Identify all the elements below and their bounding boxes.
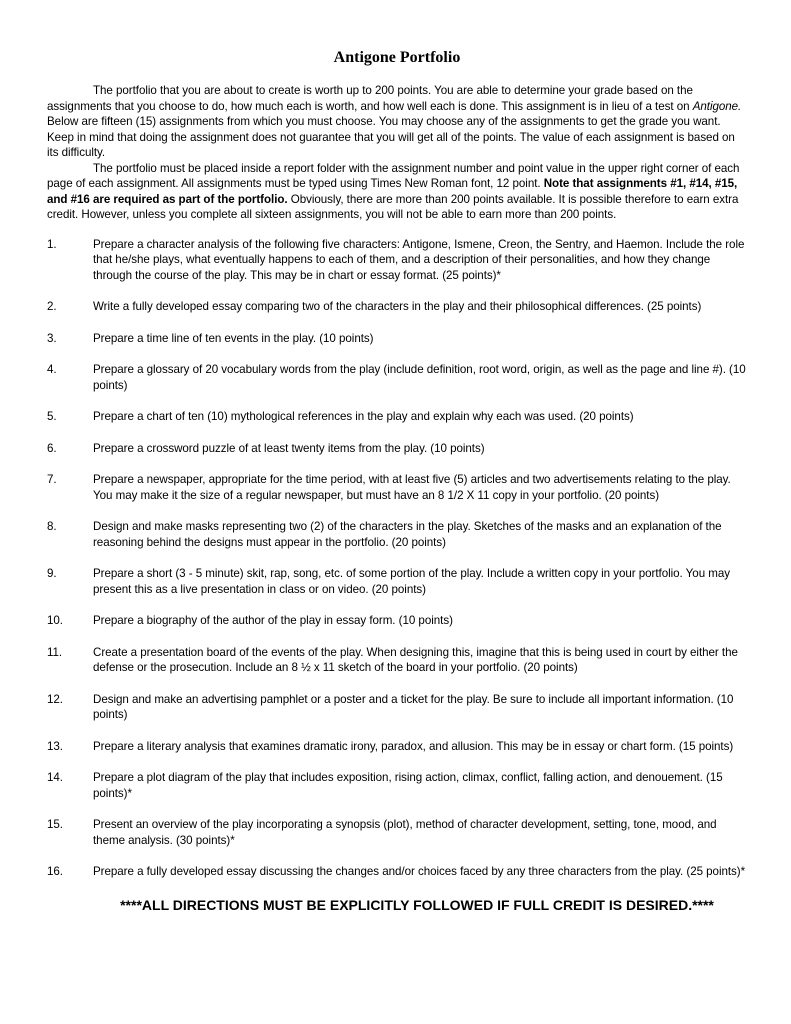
assignment-text: Prepare a plot diagram of the play that includes exposition, rising action, climax, conflict, falling action, and denouement. (15 points)* <box>93 771 723 800</box>
assignment-text: Design and make an advertising pamphlet or a poster and a ticket for the play. Be sure to include all important information. (10 points) <box>93 692 734 721</box>
assignment-text: Prepare a chart of ten (10) mythological references in the play and explain why each was used. (20 points) <box>93 410 634 423</box>
assignment-item <box>47 817 747 848</box>
assignment-item <box>47 409 747 425</box>
assignment-item <box>47 864 747 880</box>
assignment-number: 16. <box>47 865 63 878</box>
assignment-list <box>47 237 747 880</box>
assignment-number: 12. <box>47 692 63 706</box>
assignment-item <box>47 519 747 550</box>
assignment-text: Write a fully developed essay comparing two of the characters in the play and their philosophical differences. (25 points) <box>93 300 702 313</box>
assignment-text: Prepare a short (3 - 5 minute) skit, rap, song, etc. of some portion of the play. Include a written copy in your portfolio. You may present this as a live presentation in class or on video. (20 points) <box>93 567 731 596</box>
assignment-text: Create a presentation board of the events of the play. When designing this, imagine that this is being used in court by either the defense or the prosecution. Include an 8 ½ x 11 sketch of the board in your portfolio. (20 points) <box>93 645 738 674</box>
assignment-text: Prepare a newspaper, appropriate for the time period, with at least five (5) articles and two advertisements relating to the play. You may make it the size of a regular newspaper, but must have an 8 1/2 X 11 copy in your portfolio. (20 points) <box>93 473 731 502</box>
assignment-text: Present an overview of the play incorporating a synopsis (plot), method of character development, setting, tone, mood, and theme analysis. (30 points)* <box>93 818 717 847</box>
assignment-number: 5. <box>47 410 57 423</box>
assignment-number: 4. <box>47 363 57 376</box>
intro-paragraph-2 <box>47 161 747 223</box>
assignment-number: 14. <box>47 771 63 784</box>
assignment-text: Prepare a time line of ten events in the play. (10 points) <box>93 331 374 345</box>
assignment-number: 2. <box>47 300 57 313</box>
assignment-item <box>47 237 747 284</box>
assignment-item <box>47 299 747 315</box>
required-assignments-note: Note that assignments #1, #14, #15, and #16 are required as part of the portfolio. <box>47 177 738 206</box>
assignment-item <box>47 566 747 597</box>
assignment-item <box>47 362 747 393</box>
assignment-item <box>47 472 747 503</box>
assignment-text: Prepare a character analysis of the following five characters: Antigone, Ismene, Creon, the Sentry, and Haemon. Include the role that he/she plays, what eventually happens to each of them, and a description of their personalities, and how they change through the course of the play. This may be in chart or essay format. (25 points)* <box>93 237 745 282</box>
assignment-item <box>47 613 747 629</box>
intro-paragraph-1 <box>47 83 747 161</box>
assignment-number: 6. <box>47 441 57 455</box>
assignment-text: Design and make masks representing two (2) of the characters in the play. Sketches of the masks and an explanation of the reasoning behind the designs must appear in the portfolio. (20 points) <box>93 520 722 549</box>
assignment-number: 8. <box>47 520 57 533</box>
intro-p1-text-a: The portfolio that you are about to create is worth up to 200 points. You are able to determine your grade based on the assignments that you choose to do, how much each is worth, and how well each is done. This assignment is in lieu of a test on <box>47 84 693 113</box>
assignment-item <box>47 739 747 755</box>
assignment-number: 3. <box>47 331 57 345</box>
closing-directive: ****ALL DIRECTIONS MUST BE EXPLICITLY FOLLOWED IF FULL CREDIT IS DESIRED.**** <box>120 896 714 913</box>
assignment-item <box>47 645 747 676</box>
assignment-item <box>47 692 747 723</box>
assignment-number: 1. <box>47 237 57 251</box>
assignment-number: 10. <box>47 614 63 627</box>
assignment-number: 9. <box>47 567 57 580</box>
assignment-text: Prepare a glossary of 20 vocabulary words from the play (include definition, root word, origin, as well as the page and line #). (10 points) <box>93 363 746 392</box>
assignment-item <box>47 441 747 457</box>
assignment-item <box>47 331 747 347</box>
assignment-text: Prepare a literary analysis that examines dramatic irony, paradox, and allusion. This may be in essay or chart form. (15 points) <box>93 739 734 753</box>
intro-p2-text-b: Obviously, there are more than 200 points available. It is possible therefore to earn extra credit. However, unless you complete all sixteen assignments, you will not be able to earn more than 200 points. <box>47 192 739 221</box>
assignment-number: 11. <box>47 645 63 659</box>
assignment-number: 13. <box>47 739 63 753</box>
assignment-text: Prepare a fully developed essay discussing the changes and/or choices faced by any three characters from the play. (25 points)* <box>93 865 746 878</box>
intro-p2-text-a: The portfolio must be placed inside a report folder with the assignment number and point value in the upper right corner of each page of each assignment. All assignments must be typed using Times New Roman font, 12 point. <box>47 161 740 190</box>
assignment-number: 15. <box>47 818 63 831</box>
assignment-text: Prepare a crossword puzzle of at least twenty items from the play. (10 points) <box>93 441 485 455</box>
assignment-item <box>47 770 747 801</box>
intro-p1-title-emphasis: Antigone. <box>692 99 742 113</box>
assignment-number: 7. <box>47 473 57 486</box>
intro-p1-text-b: Below are fifteen (15) assignments from which you must choose. You may choose any of the assignments to get the grade you want. Keep in mind that doing the assignment does not guarantee that you will get all of the points. The value of each assignment is based on its difficulty. <box>47 115 735 159</box>
document-page <box>47 48 747 914</box>
document-title: Antigone Portfolio <box>333 49 461 66</box>
assignment-text: Prepare a biography of the author of the play in essay form. (10 points) <box>93 614 453 627</box>
